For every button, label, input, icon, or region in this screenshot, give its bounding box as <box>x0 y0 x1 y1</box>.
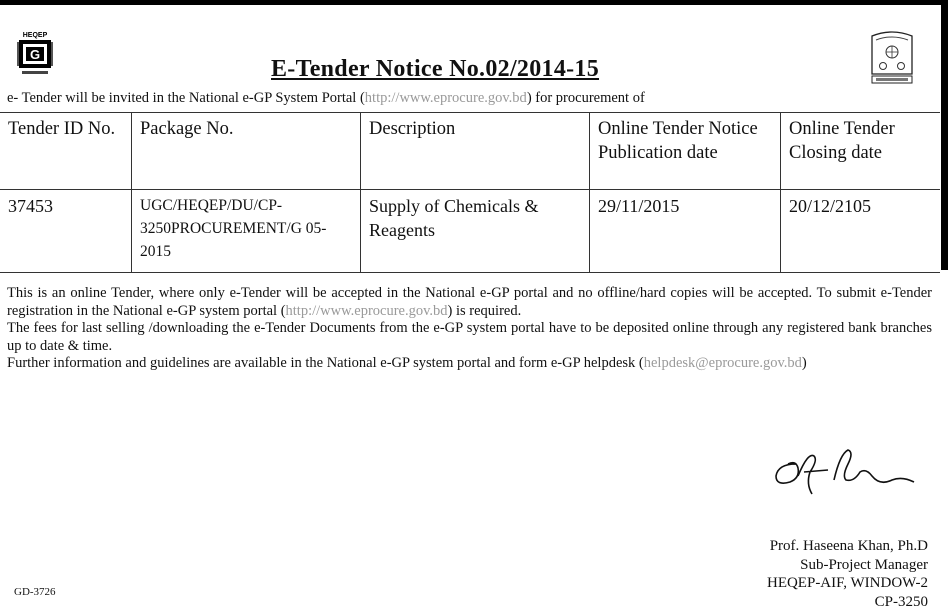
helpdesk-email-link[interactable]: helpdesk@eprocure.gov.bd <box>644 355 802 371</box>
notice-subtitle <box>7 90 645 107</box>
subtitle-text-after: ) for procurement of <box>527 90 645 106</box>
subtitle-text-before: e- Tender will be invited in the National e-GP System Portal ( <box>7 90 365 106</box>
document-code: GD-3726 <box>14 586 56 598</box>
p3-text-before: Further information and guidelines are available in the National e-GP system portal and form e-GP helpdesk ( <box>7 355 644 371</box>
signer-cp: CP-3250 <box>700 593 928 611</box>
table-row <box>0 190 940 273</box>
table-header-row <box>0 113 940 190</box>
notice-title: E-Tender Notice No.02/2014-15 <box>271 56 599 83</box>
col-header-tender-id: Tender ID No. <box>0 113 132 190</box>
svg-text:G: G <box>30 47 40 62</box>
body-paragraph-3 <box>7 355 932 373</box>
portal-link[interactable]: http://www.eprocure.gov.bd <box>365 90 527 106</box>
heqep-logo-label: HEQEP <box>23 32 48 39</box>
university-seal <box>868 30 916 86</box>
cell-description: Supply of Chemicals & Reagents <box>361 190 590 273</box>
right-border-line <box>941 0 948 270</box>
signer-block <box>700 537 928 611</box>
tender-table <box>0 112 940 278</box>
notice-body <box>7 285 932 373</box>
signer-name: Prof. Haseena Khan, Ph.D <box>700 537 928 556</box>
p3-text-after: ) <box>802 355 807 371</box>
cell-closing-date: 20/12/2105 <box>781 190 941 273</box>
col-header-publication-date: Online Tender Notice Publication date <box>590 113 781 190</box>
signer-role: Sub-Project Manager <box>700 556 928 575</box>
handwritten-signature <box>768 442 928 502</box>
cell-tender-id: 37453 <box>0 190 132 273</box>
col-header-closing-date: Online Tender Closing date <box>781 113 941 190</box>
top-border-line <box>0 0 948 5</box>
col-header-package-no: Package No. <box>132 113 361 190</box>
heqep-logo <box>16 30 54 78</box>
cell-package-no: UGC/HEQEP/DU/CP-3250PROCUREMENT/G 05-2015 <box>132 190 361 273</box>
p1-text-before: This is an online Tender, where only e-Tender will be accepted in the National e-GP portal and no offline/hard copies will be accepted. To submit e-Tender registration in the National e-GP system portal ( <box>7 285 932 319</box>
body-paragraph-1 <box>7 285 932 320</box>
signer-window: HEQEP-AIF, WINDOW-2 <box>700 574 928 593</box>
p1-portal-link[interactable]: http://www.eprocure.gov.bd <box>286 303 448 319</box>
cell-publication-date: 29/11/2015 <box>590 190 781 273</box>
col-header-description: Description <box>361 113 590 190</box>
p1-text-after: ) is required. <box>448 303 522 319</box>
body-paragraph-2: The fees for last selling /downloading the e-Tender Documents from the e-GP system portal have to be deposited online through any registered bank branches up to date & time. <box>7 320 932 355</box>
